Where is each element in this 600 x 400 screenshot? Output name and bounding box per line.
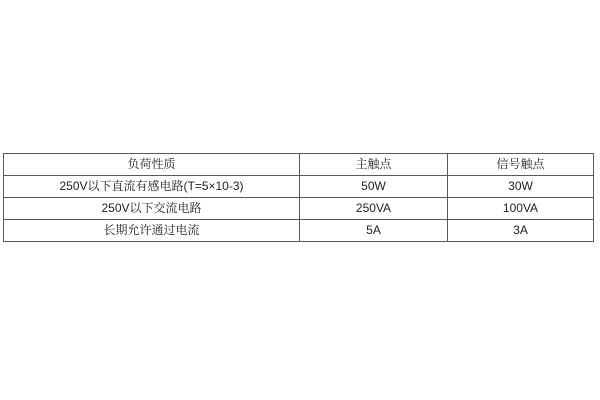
header-signal-contact: 信号触点 — [448, 154, 594, 176]
cell-load-nature: 250V以下交流电路 — [4, 198, 300, 220]
cell-signal-contact: 100VA — [448, 198, 594, 220]
cell-load-nature: 长期允许通过电流 — [4, 220, 300, 242]
header-main-contact: 主触点 — [300, 154, 448, 176]
cell-signal-contact: 30W — [448, 176, 594, 198]
cell-signal-contact: 3A — [448, 220, 594, 242]
cell-load-nature: 250V以下直流有感电路(T=5×10-3) — [4, 176, 300, 198]
table-row — [4, 220, 594, 242]
cell-main-contact: 250VA — [300, 198, 448, 220]
table-row — [4, 198, 594, 220]
header-load-nature: 负荷性质 — [4, 154, 300, 176]
cell-main-contact: 5A — [300, 220, 448, 242]
cell-main-contact: 50W — [300, 176, 448, 198]
table-header-row — [4, 154, 594, 176]
table-row — [4, 176, 594, 198]
contact-load-rating-table — [3, 153, 594, 242]
